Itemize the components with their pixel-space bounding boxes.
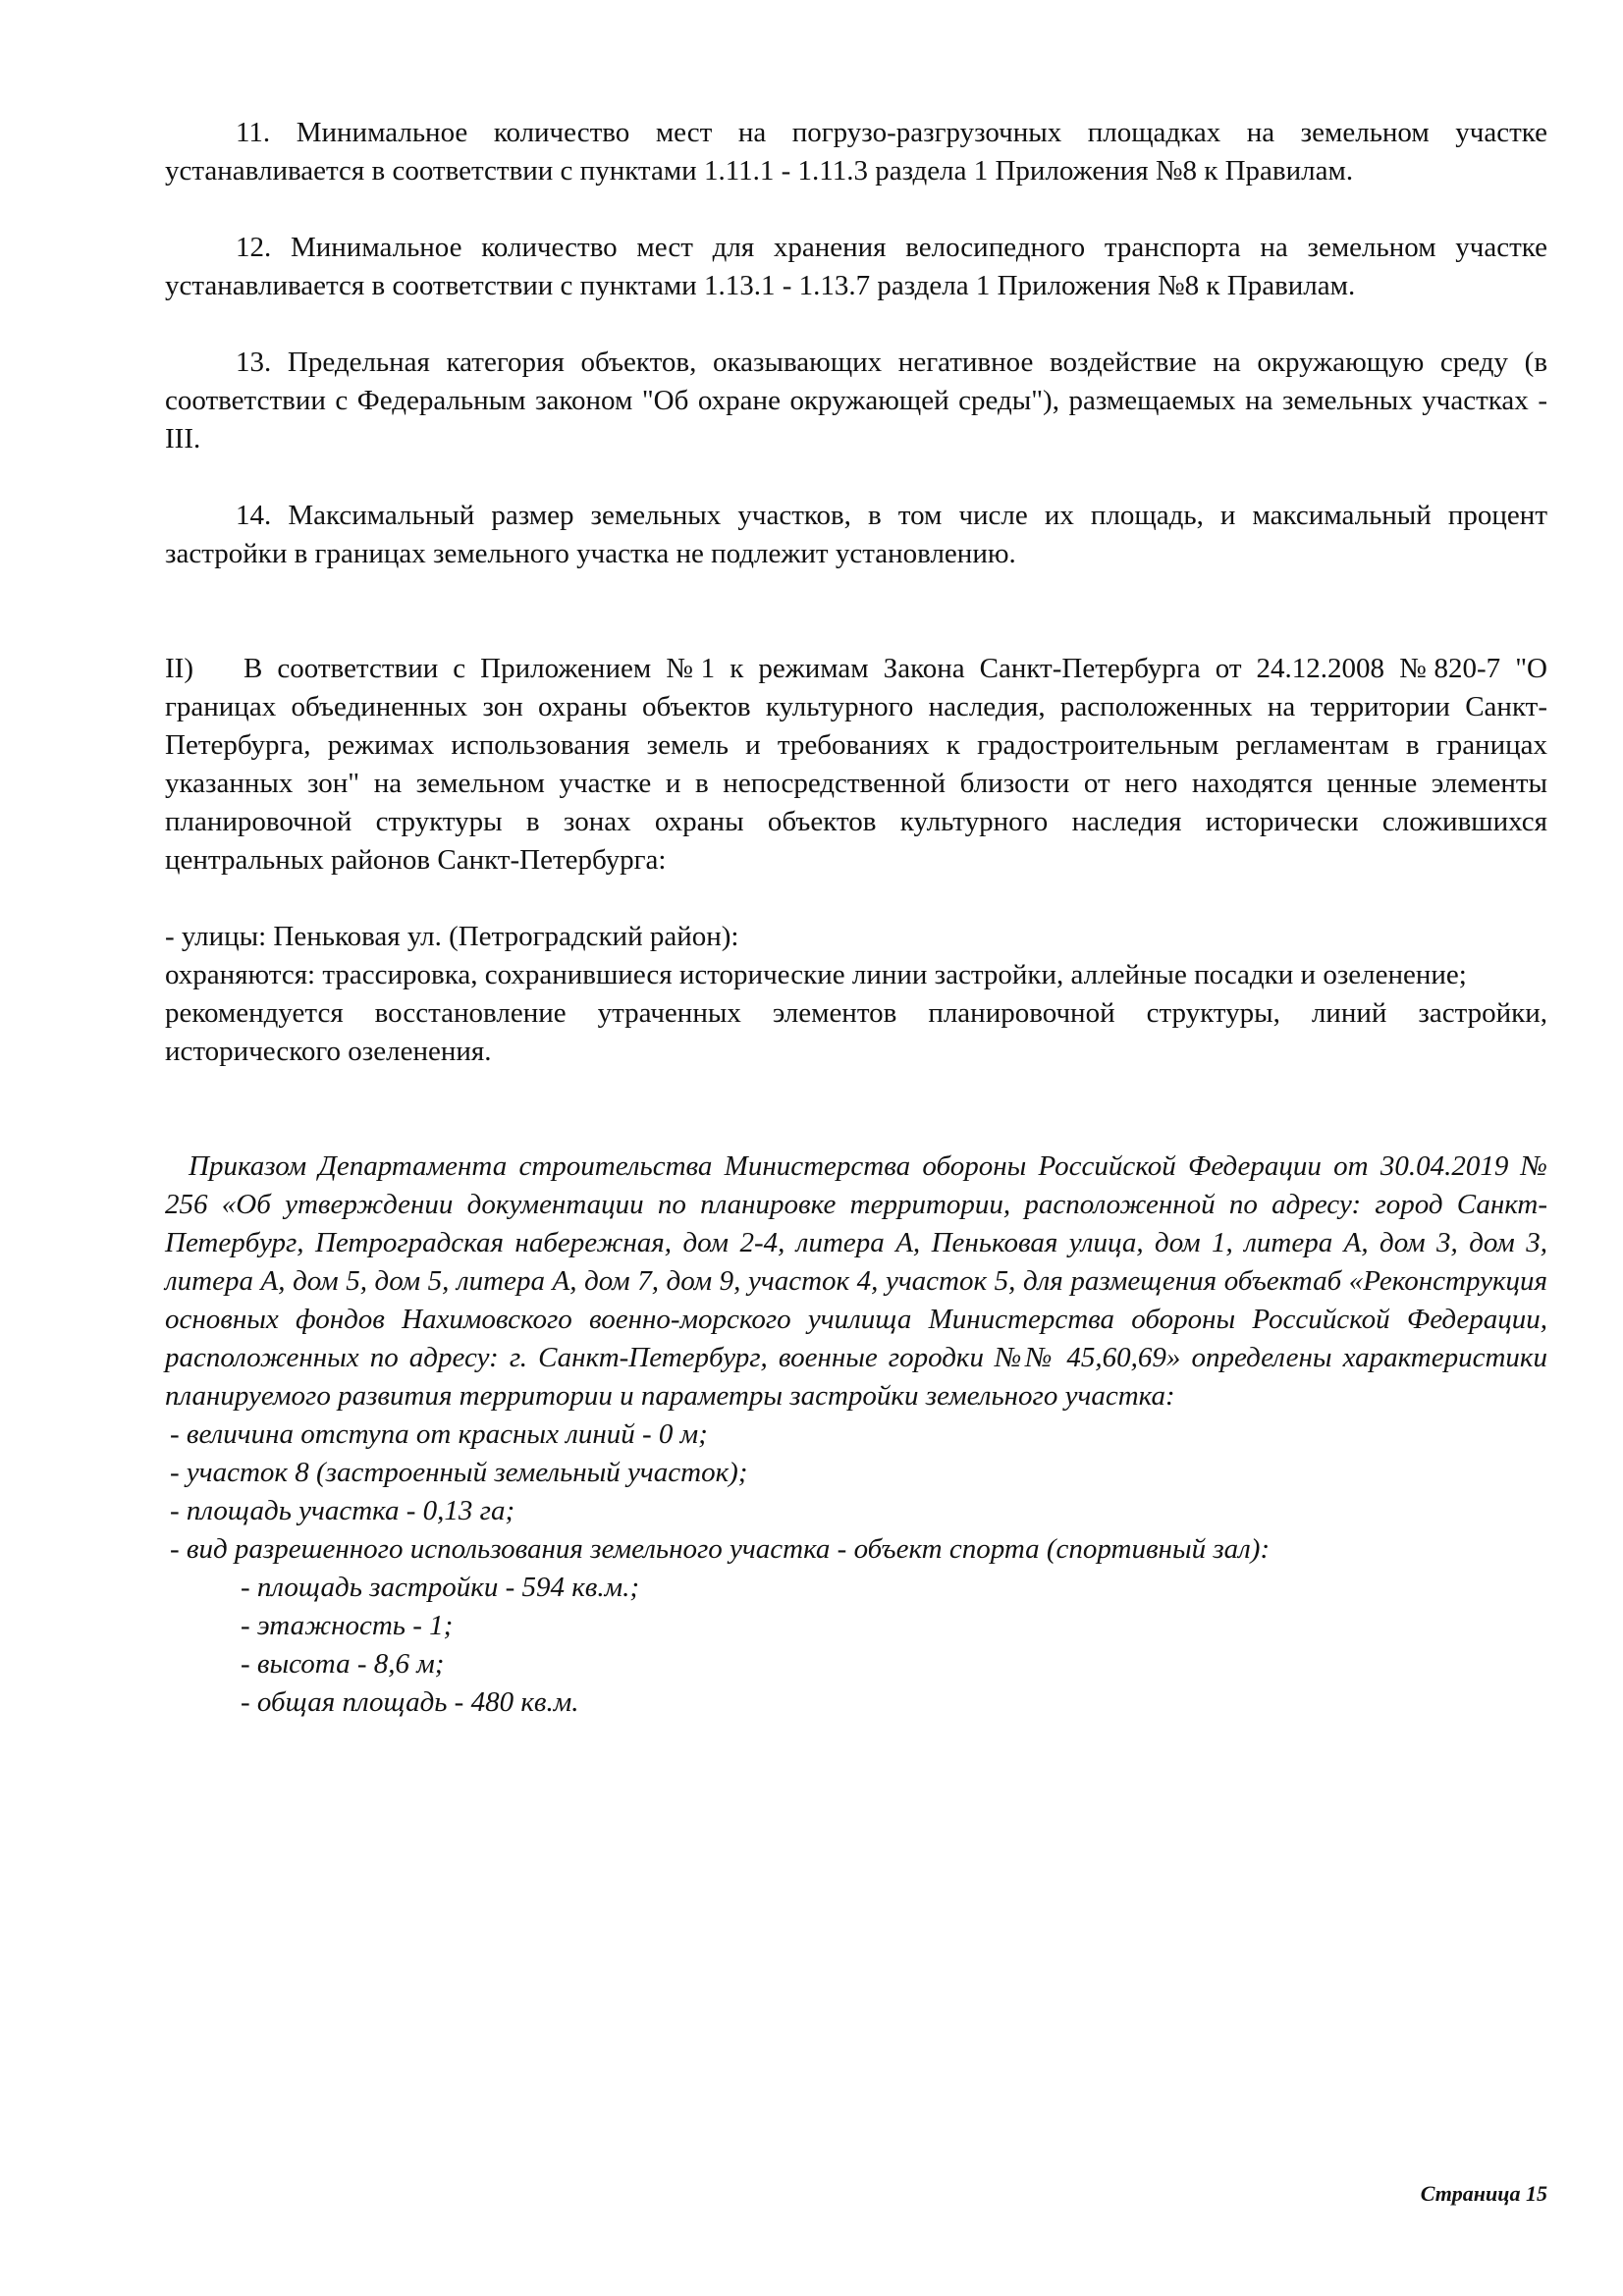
item-text: Максимальный размер земельных участков, в том числе их площадь, и максимальный процент застройки в границах земельного участка не подлежит установлению. — [165, 500, 1547, 569]
param-item: - площадь участка - 0,13 га; — [170, 1495, 515, 1526]
param-item: - величина отступа от красных линий - 0 м; — [170, 1418, 708, 1450]
item-text: Предельная категория объектов, оказывающих негативное воздействие на окружающую среду (в соответствии с Федеральным законом "Об охране окружающей среды"), размещаемых на земельных участках - III. — [165, 347, 1548, 454]
param-item: - вид разрешенного использования земельного участка - объект спорта (спортивный зал): — [170, 1533, 1271, 1565]
subparam-item: - этажность - 1; — [241, 1610, 454, 1641]
order-params-list — [165, 1415, 1547, 1569]
param-item: - участок 8 (застроенный земельный участок); — [170, 1457, 748, 1488]
item-number: 11. — [236, 117, 271, 148]
paragraph-item-14 — [165, 497, 1547, 573]
paragraph-item-12 — [165, 229, 1547, 305]
subparam-item: - общая площадь - 480 кв.м. — [241, 1686, 579, 1718]
subparam-item: - площадь застройки - 594 кв.м.; — [241, 1572, 640, 1603]
item-number: 13. — [236, 347, 272, 378]
order-paragraph: Приказом Департамента строительства Министерства обороны Российской Федерации от 30.04.2019 № 256 «Об утверждении документации по планировке территории, расположенной по адресу: город Санкт-Петербург, Петроградская набережная, дом 2-4, литера А, Пеньковая улица, дом 1, литера А, дом 3, дом 3, литера А, дом 5, дом 5, литера А, дом 7, дом 9, участок 4, участок 5, для размещения объектаб «Реконструкция основных фондов Нахимовского военно-морского училища Министерства обороны Российской Федерации, расположенных по адресу: г. Санкт-Петербург, военные городки №№ 45,60,69» определены характеристики планируемого развития территории и параметры застройки земельного участка: — [165, 1150, 1547, 1412]
protected-elements: охраняются: трассировка, сохранившиеся исторические линии застройки, аллейные посадки и озеленение; — [165, 959, 1467, 990]
document-page — [165, 114, 1547, 1722]
paragraph-item-13 — [165, 344, 1547, 458]
item-number: 12. — [236, 232, 272, 263]
streets-line: - улицы: Пеньковая ул. (Петроградский район): — [165, 921, 739, 952]
section-text: В соответствии с Приложением №1 к режимам Закона Санкт-Петербурга от 24.12.2008 №820-7 "О границах объединенных зон охраны объектов культурного наследия, расположенных на территории Санкт-Петербурга, режимах использования земель и требованиях к градостроительным регламентам в границах указанных зон" на земельном участке и в непосредственной близости от него находятся ценные элементы планировочной структуры в зонах охраны объектов культурного наследия исторически сложившихся центральных районов Санкт-Петербурга: — [165, 653, 1547, 876]
paragraph-item-11 — [165, 114, 1547, 190]
item-number: 14. — [236, 500, 272, 531]
page-number: Страница 15 — [1420, 2181, 1547, 2206]
section-2-paragraph — [165, 650, 1547, 880]
section-label: II) — [165, 653, 193, 684]
order-subparams-list — [165, 1569, 1547, 1722]
recommended-restoration: рекомендуется восстановление утраченных элементов планировочной структуры, линий застройки, исторического озеленения. — [165, 997, 1547, 1067]
subparam-item: - высота - 8,6 м; — [241, 1648, 445, 1680]
item-text: Минимальное количество мест для хранения велосипедного транспорта на земельном участке устанавливается в соответствии с пунктами 1.13.1 - 1.13.7 раздела 1 Приложения №8 к Правилам. — [165, 232, 1548, 301]
item-text: Минимальное количество мест на погрузо-разгрузочных площадках на земельном участке устанавливается в соответствии с пунктами 1.11.1 - 1.11.3 раздела 1 Приложения №8 к Правилам. — [165, 117, 1548, 187]
